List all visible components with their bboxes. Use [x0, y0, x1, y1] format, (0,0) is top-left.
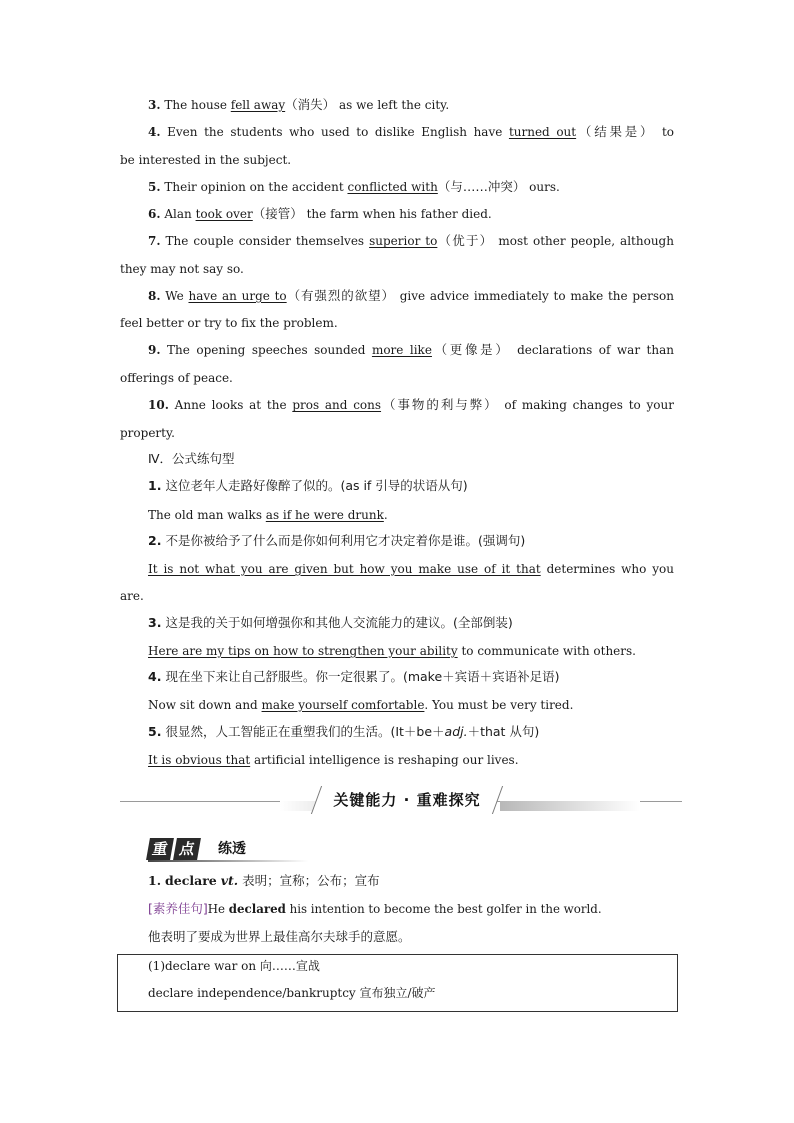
item-5: 5. Their opinion on the accident conflicted with（与……冲突） ours.: [148, 179, 560, 194]
q3-prompt: 3. 这是我的关于如何增强你和其他人交流能力的建议。(全部倒装): [148, 615, 513, 630]
q5-prompt: 5. 很显然，人工智能正在重塑我们的生活。(It＋be＋adj.＋that 从句): [148, 724, 540, 739]
q5-answer: It is obvious that artificial intelligence is reshaping our lives.: [148, 753, 519, 767]
suyang-tag: [素养佳句]: [148, 901, 208, 916]
item-7-cont: they may not say so.: [120, 262, 244, 276]
item-3: 3. The house fell away（消失） as we left the city.: [148, 97, 450, 112]
q2-prompt: 2. 不是你被给予了什么而是你如何利用它才决定着你是谁。(强调句): [148, 533, 526, 548]
banner-title-box: [311, 786, 503, 814]
item-4-cont: be interested in the subject.: [120, 153, 292, 167]
item-9: 9. The opening speeches sounded more like（更像是） declarations of war than: [148, 342, 674, 357]
badge-char-1: 重: [146, 838, 174, 860]
usage-line-1: (1)declare war on 向……宣战: [148, 959, 320, 973]
section-title: 关键能力 · 重难探究: [333, 791, 481, 809]
item-10: 10. Anne looks at the pros and cons（事物的利与弊） of making changes to your: [148, 397, 674, 412]
item-8-cont: feel better or try to fix the problem.: [120, 316, 338, 330]
item-8: 8. We have an urge to（有强烈的欲望） give advice immediately to make the person: [148, 288, 674, 303]
item-9-cont: offerings of peace.: [120, 371, 233, 385]
usage-line-2: declare independence/bankruptcy 宣布独立/破产: [148, 986, 436, 1000]
badge-underline: [148, 860, 308, 862]
item-10-cont: property.: [120, 426, 175, 440]
q1-answer: The old man walks as if he were drunk.: [148, 508, 388, 522]
q2-answer-cont: are.: [120, 589, 144, 603]
badge-label: 练透: [218, 841, 246, 857]
vocab-example: [素养佳句]He declared his intention to become the best golfer in the world.: [148, 901, 602, 916]
q4-answer: Now sit down and make yourself comfortable. You must be very tired.: [148, 698, 574, 712]
badge-char-2: 点: [173, 838, 201, 860]
section-banner: [120, 786, 682, 816]
item-6: 6. Alan took over（接管） the farm when his father died.: [148, 206, 492, 221]
item-7: 7. The couple consider themselves superior to（优于） most other people, although: [148, 233, 674, 248]
section-4-heading: Ⅳ．公式练句型: [148, 451, 235, 466]
q3-answer: Here are my tips on how to strengthen your ability to communicate with others.: [148, 644, 636, 658]
key-points-badge: [148, 836, 298, 862]
banner-shade-right: [500, 801, 640, 811]
q4-prompt: 4. 现在坐下来让自己舒服些。你一定很累了。(make＋宾语＋宾语补足语): [148, 669, 560, 684]
vocab-entry: 1. declare vt. 表明；宣称；公布；宣布: [148, 873, 380, 888]
vocab-example-translation: 他表明了要成为世界上最佳高尔夫球手的意愿。: [148, 929, 411, 944]
q2-answer: It is not what you are given but how you make use of it that determines who you: [148, 562, 674, 576]
item-4: 4. Even the students who used to dislike English have turned out（结果是） to: [148, 124, 674, 139]
q1-prompt: 1. 这位老年人走路好像醉了似的。(as if 引导的状语从句): [148, 478, 468, 493]
